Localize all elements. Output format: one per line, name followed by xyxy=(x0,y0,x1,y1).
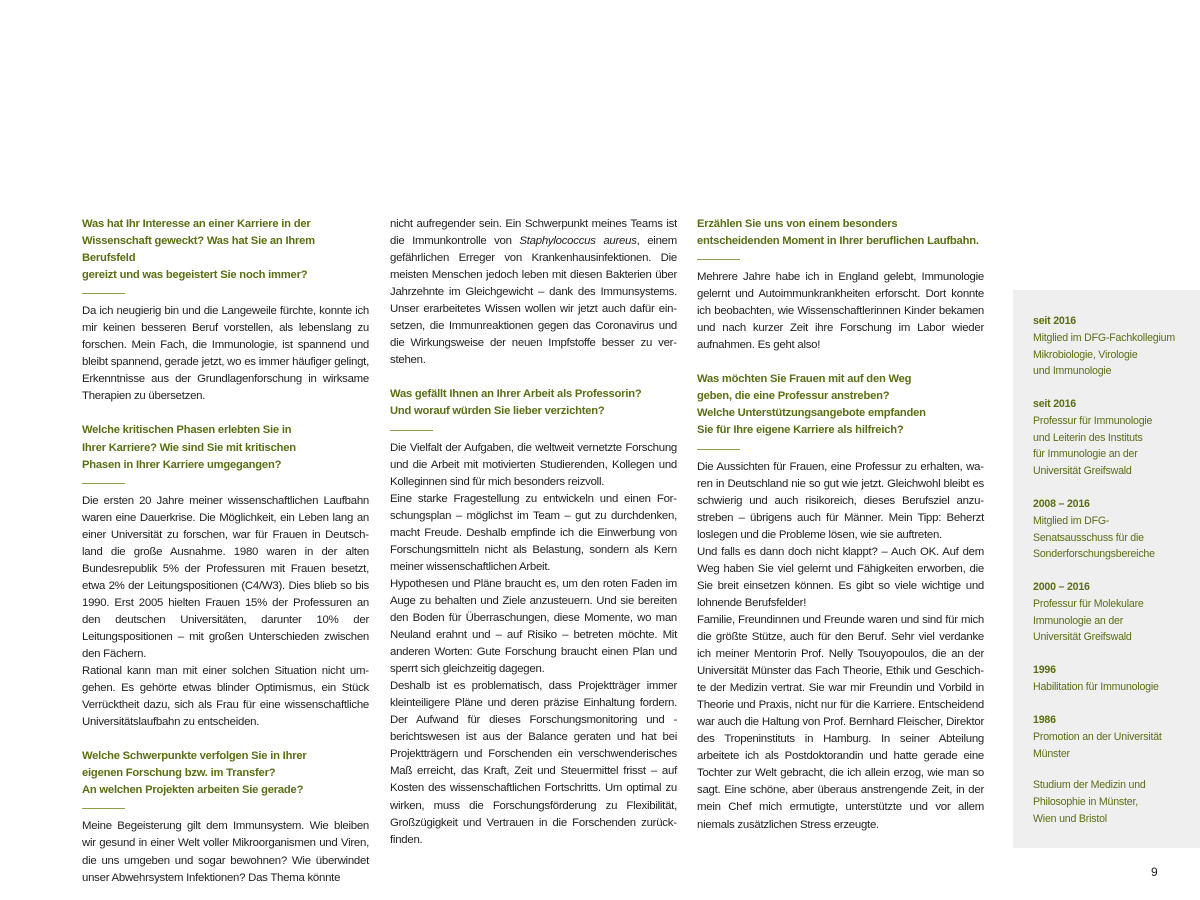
question-line: An welchen Projekten arbeiten Sie gerade? xyxy=(82,784,304,797)
interview-section xyxy=(390,386,677,848)
cv-line: Immunologie an der xyxy=(1033,614,1124,627)
cv-entry xyxy=(1033,712,1198,762)
cv-line: Promotion an der Universität xyxy=(1033,730,1162,743)
cv-line: und Leiterin des Instituts xyxy=(1033,431,1143,444)
answer-paragraph: Mehrere Jahre habe ich in England gelebt, Immunologie gelernt und Autoimmunkrankheiten erforscht. Dort konnte ich beobachten, wie Wissenschaftlerinnen Kinder bekamen und nach kurzer Zeit ihre Forschung im Labor wieder aufnahmen. Es geht also! xyxy=(697,271,984,352)
interview-answer xyxy=(697,269,984,354)
question-line: Was hat Ihr Interesse an einer Karriere in der xyxy=(82,218,311,230)
interview-section xyxy=(82,748,369,886)
cv-line: Mitglied im DFG-Fachkollegium xyxy=(1033,331,1175,344)
cv-entry xyxy=(1033,313,1198,380)
question-line: geben, die eine Professur anstreben? xyxy=(697,390,890,403)
cv-line: Universität Greifswald xyxy=(1033,631,1132,644)
interview-section xyxy=(697,216,984,354)
cv-line: Habilitation für Immunologie xyxy=(1033,680,1159,693)
continuation-text: nicht aufregender sein. Ein Schwerpunkt meines Teams ist die Immunkontrolle von xyxy=(390,218,677,248)
cv-period: seit 2016 xyxy=(1033,398,1076,410)
interview-question xyxy=(82,748,369,799)
question-line: Phasen in Ihrer Karriere umgegangen? xyxy=(82,458,282,471)
cv-line: Professur für Immunologie xyxy=(1033,414,1153,427)
cv-line: Senatsausschuss für die xyxy=(1033,531,1144,544)
cv-entry xyxy=(1033,496,1198,563)
cv-line: Universität Greifswald xyxy=(1033,465,1132,478)
interview-question xyxy=(82,216,369,284)
answer-paragraph: Meine Begeisterung gilt dem Immunsystem. Wie bleiben wir gesund in einer Welt voller Mikroorganismen und Viren, die uns umgeben und sogar bewohnen? Wie überwindet unser Abwehrsystem Infektionen? Das Thema könnte xyxy=(82,820,369,884)
answer-paragraph: Hypothesen und Pläne braucht es, um den roten Faden im Auge zu behalten und Ziele anzusteuern. Und sie bereiten den Boden für Überraschungen, diese Momente, wo man Neuland erahnt und – auf Risiko – betreten möchte. Mit anderen Worten: Gute Forschung braucht einen Plan und sperrt sich gleichzeitig dagegen. xyxy=(390,577,677,676)
question-line: Welche Unterstützungsangebote empfanden xyxy=(697,407,926,420)
interview-answer xyxy=(390,440,677,849)
cv-period: 2000 – 2016 xyxy=(1033,581,1090,593)
cv-line: Studium der Medizin und xyxy=(1033,779,1146,791)
interview-question xyxy=(697,216,984,250)
answer-paragraph: Deshalb ist es problematisch, dass Projektträger immer kleinteiligere Pläne und deren präzise Einhaltung fordern. Der Aufwand für dieses Forschungsmonitoring und -berichtswesen ist aus der Balance geraten und hat bei Projektträgern und Forschenden ein verschwenderisches Maß erreicht, das Kraft, Zeit und Steuermittel frisst – auf Kosten des wissenschaftlichen Fortschritts. Um optimal zu wirken, muss die Forschungsförderung zu Flexibilität, Großzügigkeit und Vertrauen in die Forschenden zurückfinden. xyxy=(390,680,677,846)
question-line: Sie für Ihre eigene Karriere als hilfreich? xyxy=(697,424,904,437)
question-line: Und worauf würden Sie lieber verzichten? xyxy=(390,405,605,418)
cv-line: Wien und Bristol xyxy=(1033,812,1107,825)
question-line: Welche Schwerpunkte verfolgen Sie in Ihrer xyxy=(82,750,307,763)
continuation-text: , einem gefährlichen Erreger von Krankenhausinfektionen. Die meisten Menschen jedoch leben mit diesen Bakterien über Jahrzehnte im Gleichgewicht – dank des Immunsystems. Unser erarbeitetes Wissen wollen wir jetzt auch dafür einsetzen, die Immunreaktionen gegen das Coronavirus und die Wirkungsweise der neuen Impfstoffe besser zu verstehen. xyxy=(390,235,677,367)
cv-line: Mikrobiologie, Virologie xyxy=(1033,348,1138,361)
text-column-2 xyxy=(390,216,677,849)
question-line: Welche kritischen Phasen erlebten Sie in xyxy=(82,424,292,437)
interview-answer xyxy=(82,818,369,886)
question-divider xyxy=(82,808,125,809)
answer-paragraph: Rational kann man mit einer solchen Situation nicht umgehen. Es gehörte etwas blinder Optimismus, ein Stück Verrücktheit dazu, sich als Frau für eine wissenschaftliche Universitätslaufbahn zu entscheiden. xyxy=(82,665,369,729)
question-divider xyxy=(390,430,433,431)
text-column-1 xyxy=(82,216,369,887)
question-divider xyxy=(697,449,740,450)
answer-paragraph: Die Vielfalt der Aufgaben, die weltweit vernetzte Forschung und die Arbeit mit motivierten Studierenden, Kollegen und Kolleginnen sind für mich besonders reizvoll. xyxy=(390,441,677,488)
cv-line: Philosophie in Münster, xyxy=(1033,795,1138,808)
question-line: Ihrer Karriere? Wie sind Sie mit kritischen xyxy=(82,441,296,454)
cv-entry xyxy=(1033,579,1198,646)
answer-paragraph: Und falls es dann doch nicht klappt? – Auch OK. Auf dem Weg haben Sie viel gelernt und Fähigkeiten erworben, die Sie breit einsetzen können. Es gibt so viele wichtige und lohnende Berufsfelder! xyxy=(697,545,984,609)
interview-answer xyxy=(697,459,984,834)
question-line: Wissenschaft geweckt? Was hat Sie an Ihrem Berufsfeld xyxy=(82,235,315,265)
answer-paragraph: Eine starke Fragestellung zu entwickeln und einen Forschungsplan – möglichst im Team – gut zu durchdenken, macht Freude. Deshalb empfinde ich die Einwerbung von Forschungsmitteln nicht als Belastung, sondern als Kern meiner wissenschaftlichen Arbeit. xyxy=(390,492,677,573)
answer-continuation xyxy=(390,216,677,369)
question-divider xyxy=(82,293,125,294)
answer-paragraph: Familie, Freundinnen und Freunde waren und sind für mich die größte Stütze, auch für den Beruf. Sehr viel verdanke ich meiner Mentorin Prof. Nelly Tsouyopoulos, die an der Universität Münster das Fach Theorie, Ethik und Geschichte der Medizin vertrat. Sie war mir Freundin und Vorbild in Theorie und Praxis, nicht nur für die Karriere. Entscheidend war auch die Haltung von Prof. Bernhard Fleischer, Direktor des Tropeninstituts in Hamburg. In seiner Abteilung arbeitete ich als Postdoktorandin und hatte gerade eine Tochter zur Welt gebracht, die ich allein erzog, wie man so sagt. Eine schöne, aber überaus anstrengende Zeit, in der mein Chef mich ermutigte, unterstützte und vor allem niemals zusätzlichen Stress erzeugte. xyxy=(697,613,984,831)
interview-question xyxy=(82,422,369,473)
interview-answer xyxy=(82,493,369,732)
question-line: eigenen Forschung bzw. im Transfer? xyxy=(82,767,276,780)
question-divider xyxy=(697,259,740,260)
cv-line: Sonderforschungsbereiche xyxy=(1033,548,1155,561)
interview-section xyxy=(82,422,369,731)
page-number: 9 xyxy=(1151,865,1158,879)
interview-answer xyxy=(82,303,369,405)
answer-paragraph: Da ich neugierig bin und die Langeweile fürchte, konnte ich mir keinen besseren Beruf vorstellen, als lebenslang zu forschen. Mein Fach, die Immunologie, ist spannend und bleibt spannend, gerade jetzt, wo es immer häufiger gelingt, Erkenntnisse aus der Grundlagenforschung in wirksame Therapien zu übersetzen. xyxy=(82,305,369,403)
question-line: gereizt und was begeistert Sie noch immer? xyxy=(82,269,308,282)
cv-period: seit 2016 xyxy=(1033,315,1076,327)
cv-entry xyxy=(1033,662,1198,696)
cv-period: 1996 xyxy=(1033,664,1056,676)
cv-period: 2008 – 2016 xyxy=(1033,498,1090,510)
cv-line: für Immunologie an der xyxy=(1033,448,1138,461)
cv-sidebar xyxy=(1013,290,1200,848)
question-line: Was möchten Sie Frauen mit auf den Weg xyxy=(697,373,912,386)
cv-line: Professur für Molekulare xyxy=(1033,597,1144,610)
question-divider xyxy=(82,483,125,484)
cv-period: 1986 xyxy=(1033,714,1056,726)
cv-entry xyxy=(1033,396,1198,480)
species-name: Staphylococcus aureus xyxy=(519,235,637,248)
interview-section xyxy=(697,371,984,833)
interview-question xyxy=(697,371,984,439)
cv-line: und Immunologie xyxy=(1033,365,1112,378)
interview-question xyxy=(390,386,677,420)
cv-line: Mitglied im DFG- xyxy=(1033,514,1110,527)
question-line: Erzählen Sie uns von einem besonders xyxy=(697,218,898,230)
answer-paragraph: Die Aussichten für Frauen, eine Professur zu erhalten, waren in Deutschland nie so gut wie jetzt. Gleichwohl bleibt es schwierig und auch risikoreich, dieses Berufsziel anzustreben – übrigens auch für Männer. Mein Tipp: Beherzt loslegen und die Probleme lösen, wie sie auftreten. xyxy=(697,460,984,541)
cv-entry xyxy=(1033,777,1198,827)
text-column-3 xyxy=(697,216,984,834)
question-line: entscheidenden Moment in Ihrer beruflichen Laufbahn. xyxy=(697,235,979,248)
question-line: Was gefällt Ihnen an Ihrer Arbeit als Professorin? xyxy=(390,388,642,401)
answer-paragraph: Die ersten 20 Jahre meiner wissenschaftlichen Laufbahn waren eine Dauerkrise. Die Möglichkeit, ein Leben lang an einer Universität zu forschen, war für Frauen in Deutschland die große Ausnahme. 1980 waren in der alten Bundesrepublik 5% der Professuren mit Frauen besetzt, etwa 2% der Leitungspositionen (C4/W3). Dies blieb so bis 1990. Erst 2005 hielten Frauen 15% der Professuren an den deutschen Universitäten, darunter 10% der Leitungspositionen – mit großen Unterschieden zwischen den Fächern. xyxy=(82,494,369,661)
interview-section xyxy=(82,216,369,405)
cv-line: Münster xyxy=(1033,747,1070,760)
